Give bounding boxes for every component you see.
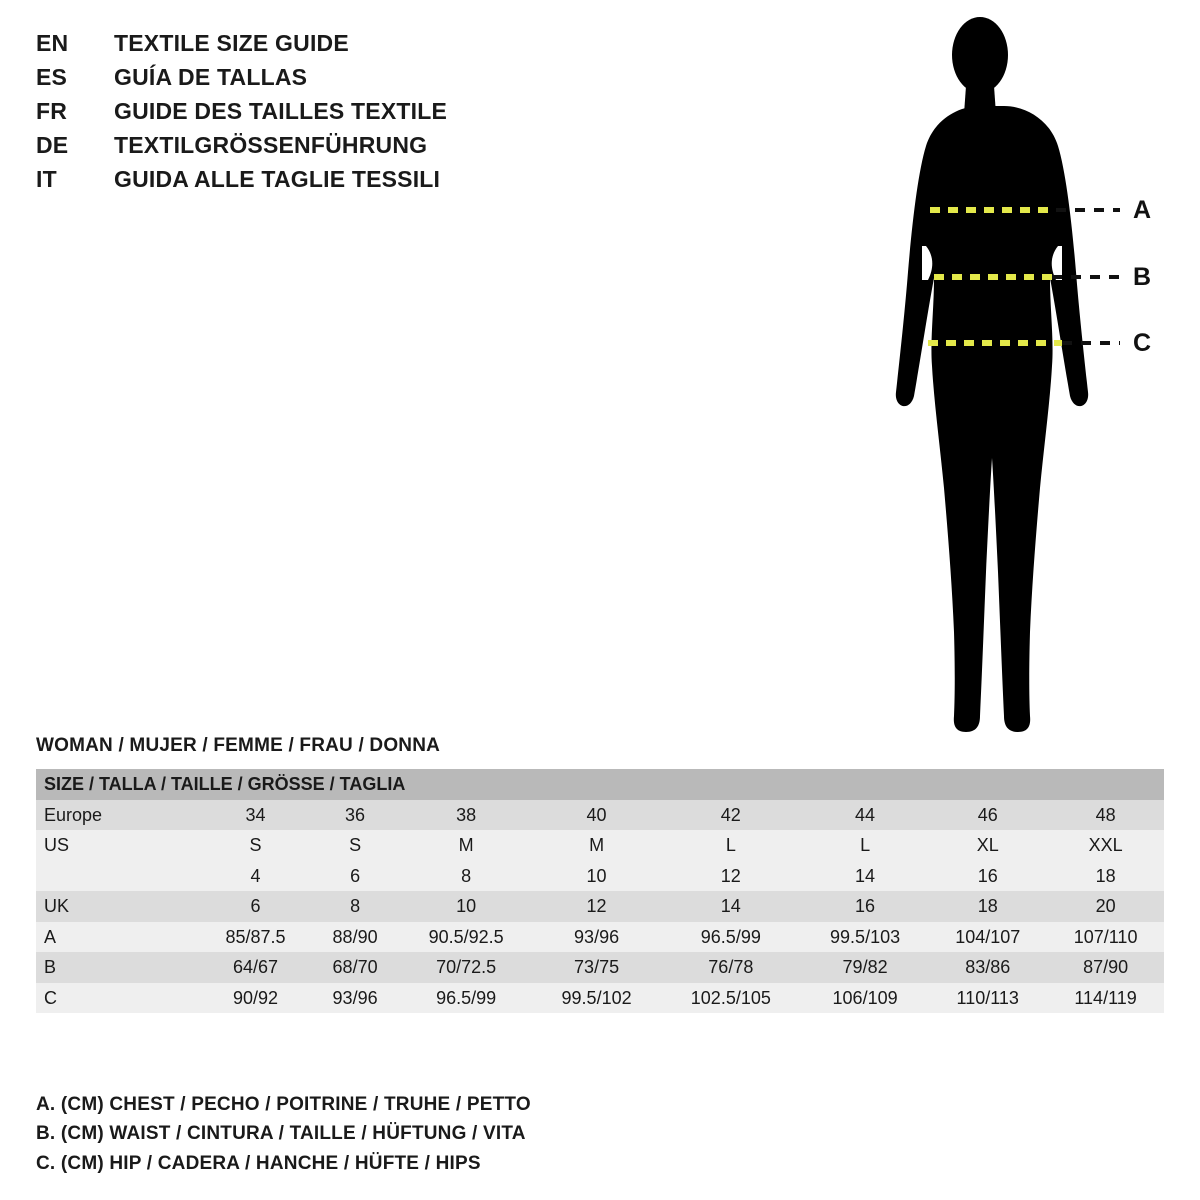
table-cell: 42	[660, 800, 802, 831]
table-row	[36, 800, 1164, 831]
table-cell: 46	[928, 800, 1047, 831]
table-cell: 93/96	[311, 983, 399, 1014]
table-cell: S	[200, 830, 311, 861]
table-cell: L	[802, 830, 929, 861]
figure-area	[830, 10, 1180, 750]
title-row	[36, 132, 656, 166]
table-cell: 114/119	[1047, 983, 1164, 1014]
table-cell: 38	[399, 800, 533, 831]
table-cell: 18	[928, 891, 1047, 922]
row-label: B	[36, 952, 200, 983]
row-label: UK	[36, 891, 200, 922]
title-block	[36, 30, 656, 200]
table-cell: 18	[1047, 861, 1164, 892]
table-cell: 6	[311, 861, 399, 892]
table-cell: 14	[660, 891, 802, 922]
table-row	[36, 891, 1164, 922]
legend-block	[36, 1090, 836, 1178]
table-cell: 14	[802, 861, 929, 892]
row-label	[36, 861, 200, 892]
legend-row-b: B. (CM) WAIST / CINTURA / TAILLE / HÜFTUNG / VITA	[36, 1123, 526, 1145]
table-row	[36, 922, 1164, 953]
title-lang-code: EN	[36, 30, 69, 56]
table-cell: 68/70	[311, 952, 399, 983]
table-cell: 96.5/99	[399, 983, 533, 1014]
size-table	[36, 769, 1164, 1013]
table-cell: 16	[802, 891, 929, 922]
table-cell: 73/75	[533, 952, 660, 983]
marker-label-c: C	[1133, 329, 1152, 357]
table-cell: 64/67	[200, 952, 311, 983]
table-cell: 110/113	[928, 983, 1047, 1014]
table-cell: XXL	[1047, 830, 1164, 861]
table-cell: 8	[399, 861, 533, 892]
table-cell: 10	[533, 861, 660, 892]
title-lang-code: ES	[36, 64, 68, 90]
title-text: GUIDE DES TAILLES TEXTILE	[114, 98, 447, 124]
table-cell: 70/72.5	[399, 952, 533, 983]
table-cell: 36	[311, 800, 399, 831]
table-cell: 34	[200, 800, 311, 831]
table-cell: 99.5/102	[533, 983, 660, 1014]
title-text: TEXTILE SIZE GUIDE	[114, 30, 349, 56]
title-lang-code: FR	[36, 98, 68, 124]
table-cell: 104/107	[928, 922, 1047, 953]
size-table-block	[36, 735, 1164, 1013]
table-cell: 93/96	[533, 922, 660, 953]
legend-row-a: A. (CM) CHEST / PECHO / POITRINE / TRUHE / PETTO	[36, 1094, 531, 1115]
table-cell: 76/78	[660, 952, 802, 983]
table-cell: 83/86	[928, 952, 1047, 983]
marker-label-b: B	[1133, 263, 1152, 291]
marker-label-a: A	[1133, 196, 1152, 224]
table-cell: 40	[533, 800, 660, 831]
title-text: GUÍA DE TALLAS	[114, 64, 308, 90]
table-cell: S	[311, 830, 399, 861]
title-row	[36, 166, 656, 200]
table-cell: 20	[1047, 891, 1164, 922]
title-row	[36, 30, 656, 64]
table-cell: 87/90	[1047, 952, 1164, 983]
legend-row-c: C. (CM) HIP / CADERA / HANCHE / HÜFTE / HIPS	[36, 1152, 481, 1174]
table-cell: 16	[928, 861, 1047, 892]
table-cell: 106/109	[802, 983, 929, 1014]
table-cell: 10	[399, 891, 533, 922]
table-cell: 90.5/92.5	[399, 922, 533, 953]
table-cell: 107/110	[1047, 922, 1164, 953]
table-cell: 96.5/99	[660, 922, 802, 953]
table-cell: M	[399, 830, 533, 861]
table-cell: 79/82	[802, 952, 929, 983]
title-lang-code: DE	[36, 132, 69, 158]
table-header-label: SIZE / TALLA / TAILLE / GRÖSSE / TAGLIA	[36, 769, 1164, 800]
table-cell: L	[660, 830, 802, 861]
table-cell: 48	[1047, 800, 1164, 831]
title-text: TEXTILGRÖSSENFÜHRUNG	[114, 132, 428, 158]
table-cell: 12	[533, 891, 660, 922]
table-cell: XL	[928, 830, 1047, 861]
table-row	[36, 830, 1164, 861]
group-title: WOMAN / MUJER / FEMME / FRAU / DONNA	[36, 735, 441, 756]
row-label: A	[36, 922, 200, 953]
table-cell: 85/87.5	[200, 922, 311, 953]
row-label: US	[36, 830, 200, 861]
title-row	[36, 98, 656, 132]
table-cell: 12	[660, 861, 802, 892]
table-cell: 99.5/103	[802, 922, 929, 953]
table-cell: 44	[802, 800, 929, 831]
table-row	[36, 983, 1164, 1014]
row-label: C	[36, 983, 200, 1014]
title-row	[36, 64, 656, 98]
title-lang-code: IT	[36, 166, 57, 192]
table-cell: 6	[200, 891, 311, 922]
table-cell: 4	[200, 861, 311, 892]
table-cell: 90/92	[200, 983, 311, 1014]
table-cell: 102.5/105	[660, 983, 802, 1014]
table-cell: 8	[311, 891, 399, 922]
table-header-row	[36, 769, 1164, 800]
table-cell: M	[533, 830, 660, 861]
table-row	[36, 952, 1164, 983]
table-cell: 88/90	[311, 922, 399, 953]
table-body	[36, 800, 1164, 1014]
title-text: GUIDA ALLE TAGLIE TESSILI	[114, 166, 441, 192]
body-silhouette-icon	[830, 10, 1180, 750]
row-label: Europe	[36, 800, 200, 831]
table-row	[36, 861, 1164, 892]
